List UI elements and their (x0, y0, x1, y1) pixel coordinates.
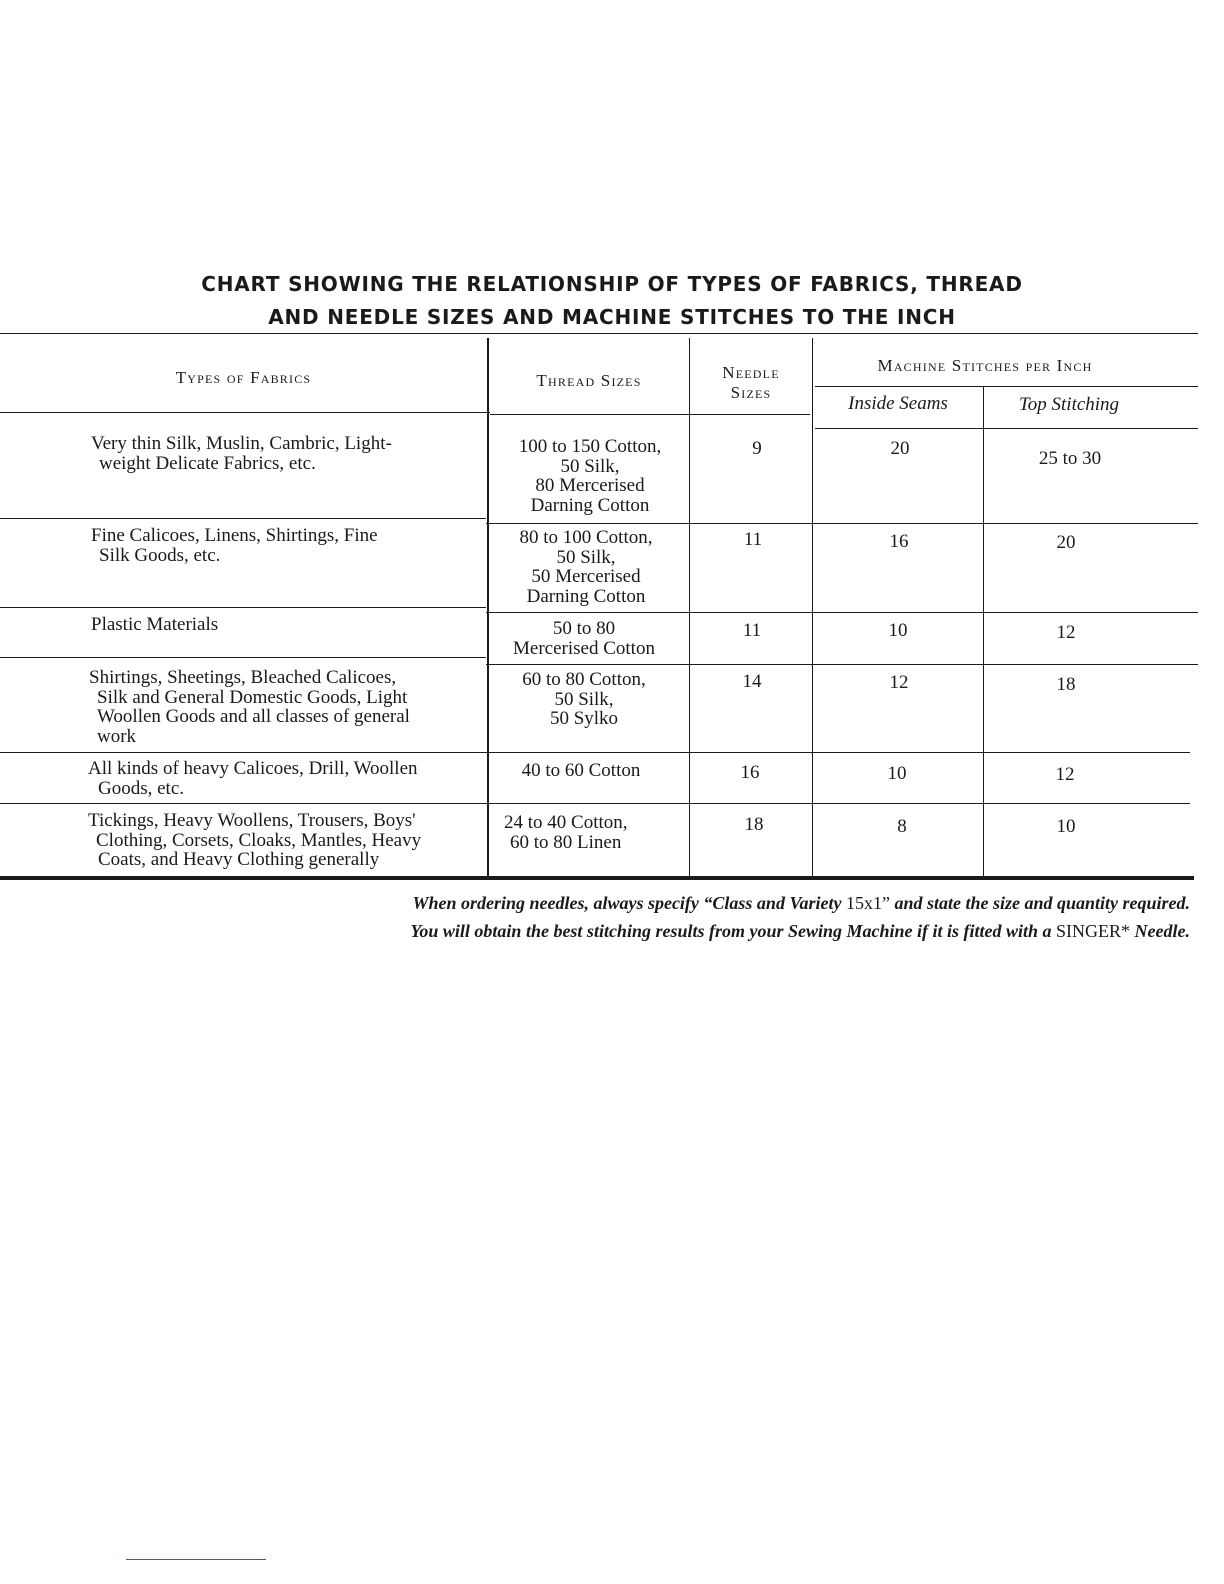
thread-line: 50 Silk, (556, 546, 616, 568)
thread-line: 50 Mercerised (531, 566, 641, 587)
thread-line: Mercerised Cotton (513, 637, 655, 659)
fabric-line: Plastic Materials (91, 614, 219, 635)
table-row-2-needle: 11 (743, 529, 763, 550)
thread-line: 50 Sylko (549, 708, 619, 729)
stitching-results-note (0, 921, 1190, 942)
table-row-4-fabric (89, 668, 410, 746)
chart-title-line-1: CHART SHOWING THE RELATIONSHIP OF TYPES OF FABRICS, THREAD (201, 272, 1023, 296)
thread-line: 100 to 150 Cotton, (518, 436, 662, 457)
ordering-note (0, 893, 1190, 914)
needle-header-line-2: Sizes (730, 383, 772, 402)
table-row-5-fabric (88, 759, 418, 798)
note-text: and state the size and quantity required. (894, 893, 1190, 913)
table-row-1-thread (490, 437, 690, 515)
thread-line: 60 to 80 Cotton, (522, 669, 646, 690)
table-row-4-top-stitching: 18 (1056, 674, 1076, 695)
fabric-line: Shirtings, Sheetings, Bleached Calicoes, (89, 667, 397, 688)
thread-line: 50 Silk, (554, 688, 614, 710)
table-row-4-thread (486, 670, 682, 729)
thread-line: 50 to 80 (552, 618, 616, 639)
fabric-line: weight Delicate Fabrics, etc. (99, 452, 316, 474)
fabric-line: Coats, and Heavy Clothing generally (98, 849, 380, 870)
subheader-inside-seams: Inside Seams (848, 393, 948, 414)
table-row-6-thread (504, 813, 628, 852)
thread-line: 80 Mercerised (535, 475, 645, 496)
thread-line: Darning Cotton (530, 494, 650, 516)
table-row-3-inside-seams: 10 (888, 620, 908, 641)
table-row-1-inside-seams: 20 (890, 438, 910, 459)
column-header-machine-stitches-per-inch: Machine Stitches per Inch (877, 356, 1093, 375)
table-row-3-needle: 11 (742, 620, 762, 641)
table-row-5-inside-seams: 10 (887, 763, 907, 784)
fabric-line: All kinds of heavy Calicoes, Drill, Woollen (88, 758, 418, 779)
table-row-6-needle: 18 (744, 814, 764, 835)
thread-line: 24 to 40 Cotton, (504, 812, 628, 833)
thread-line: 40 to 60 Cotton (521, 760, 641, 781)
singer-brand: SINGER* (1056, 921, 1131, 941)
chart-title-line-2: AND NEEDLE SIZES AND MACHINE STITCHES TO THE INCH (268, 305, 956, 329)
fabric-line: Woollen Goods and all classes of general (97, 706, 410, 727)
table-row-4-inside-seams: 12 (889, 672, 909, 693)
footnote-rule (126, 1559, 266, 1560)
table-row-6-top-stitching: 10 (1056, 816, 1076, 837)
table-row-1-fabric (91, 434, 392, 473)
table-row-2-inside-seams: 16 (889, 531, 909, 552)
needle-class-code: 15x1” (845, 893, 890, 913)
fabric-line: Goods, etc. (98, 777, 185, 799)
fabric-line: Fine Calicoes, Linens, Shirtings, Fine (91, 525, 378, 546)
table-row-5-thread (483, 761, 679, 781)
fabric-line: Silk Goods, etc. (99, 544, 221, 566)
table-row-1-top-stitching: 25 to 30 (1038, 448, 1102, 469)
thread-line: Darning Cotton (526, 585, 646, 607)
fabric-line: Very thin Silk, Muslin, Cambric, Light- (91, 433, 392, 454)
table-row-2-thread (486, 528, 686, 606)
table-row-5-top-stitching: 12 (1055, 764, 1075, 785)
column-header-needle-sizes (690, 363, 812, 403)
table-row-5-needle: 16 (740, 762, 760, 783)
table-row-4-needle: 14 (742, 671, 762, 692)
table-row-1-needle: 9 (752, 438, 762, 459)
fabric-line: Silk and General Domestic Goods, Light (97, 686, 408, 708)
table-row-2-top-stitching: 20 (1056, 532, 1076, 553)
thread-line: 80 to 100 Cotton, (519, 527, 653, 548)
column-header-types-of-fabrics: Types of Fabrics (175, 368, 312, 387)
thread-line: 60 to 80 Linen (510, 831, 622, 853)
fabric-line: Clothing, Corsets, Cloaks, Mantles, Heavy (96, 829, 422, 851)
table-row-6-fabric (88, 811, 421, 870)
fabric-line: work (97, 725, 137, 747)
table-row-3-thread (486, 619, 682, 658)
needle-header-line-1: Needle (722, 363, 780, 382)
subheader-top-stitching: Top Stitching (1018, 394, 1120, 415)
fabric-line: Tickings, Heavy Woollens, Trousers, Boys' (88, 810, 416, 831)
note-text: You will obtain the best stitching results from your Sewing Machine if it is fitted with a (410, 921, 1052, 941)
note-text: When ordering needles, always specify “Class and Variety (412, 893, 842, 913)
note-text: Needle. (1134, 921, 1190, 941)
column-header-thread-sizes: Thread Sizes (536, 371, 642, 390)
thread-line: 50 Silk, (560, 455, 620, 477)
table-row-3-top-stitching: 12 (1056, 622, 1076, 643)
table-row-6-inside-seams: 8 (897, 816, 907, 837)
table-row-3-fabric (91, 615, 218, 635)
table-row-2-fabric (91, 526, 378, 565)
